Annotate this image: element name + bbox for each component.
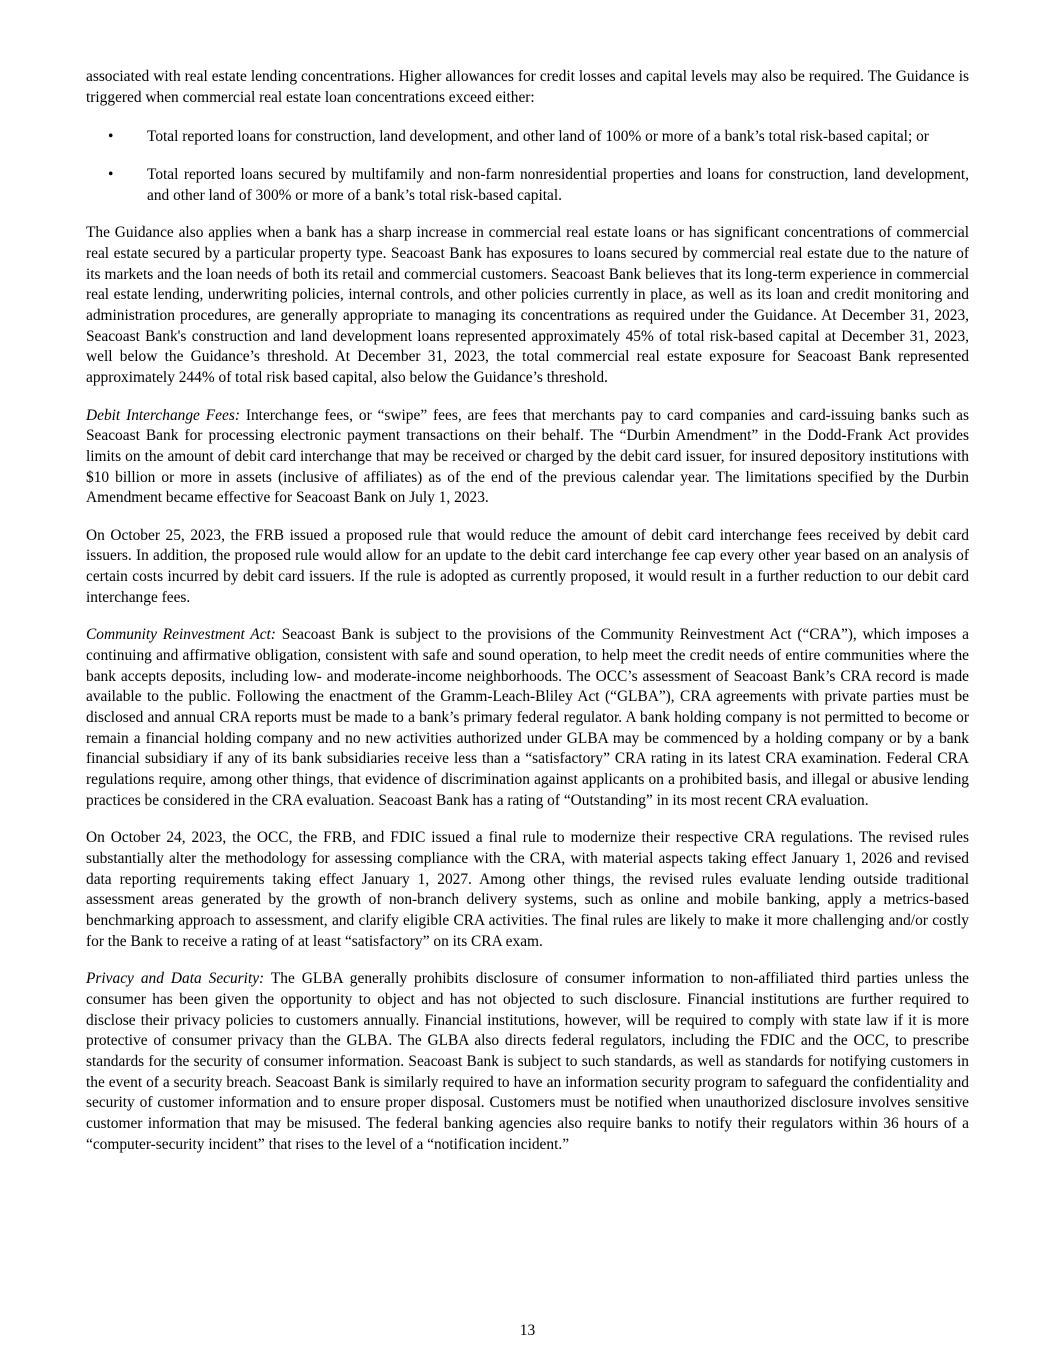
section-lead: Debit Interchange Fees: (86, 406, 240, 424)
bullet-icon: • (108, 128, 114, 146)
bullet-text: Total reported loans for construction, land development, and other land of 100% or more of a bank’s total risk-based capital; or (147, 128, 929, 146)
paragraph-text: On October 24, 2023, the OCC, the FRB, and FDIC issued a final rule to modernize their respective CRA regulations. The revised rules substantially alter the methodology for assessing compliance with the CRA, with material aspects taking effect January 1, 2026 and revised data reporting requirements taking effect January 1, 2027. Among other things, the revised rules evaluate lending outside traditional assessment areas generated by the growth of non-branch delivery systems, such as online and mobile banking, apply a metrics-based benchmarking approach to assessment, and clarify eligible CRA activities. The final rules are likely to make it more challenging and/or costly for the Bank to receive a rating of at least “satisfactory” on its CRA exam. (86, 829, 969, 950)
bullet-item (86, 165, 969, 206)
bullet-text: Total reported loans secured by multifamily and non-farm nonresidential properties and loans for construction, land development, and other land of 300% or more of a bank’s total risk-based capital. (147, 165, 969, 204)
paragraph-text: The Guidance also applies when a bank has a sharp increase in commercial real estate loans or has significant concentrations of commercial real estate secured by a particular property type. Seacoast Bank has exposures to loans secured by commercial real estate due to the nature of its markets and the loan needs of both its retail and commercial customers. Seacoast Bank believes that its long-term experience in commercial real estate lending, underwriting policies, internal controls, and other policies currently in place, as well as its loan and credit monitoring and administration procedures, are generally appropriate to managing its concentrations as required under the Guidance. At December 31, 2023, Seacoast Bank's construction and land development loans represented approximately 45% of total risk-based capital at December 31, 2023, well below the Guidance’s threshold. At December 31, 2023, the total commercial real estate exposure for Seacoast Bank represented approximately 244% of total risk based capital, also below the Guidance’s threshold. (86, 224, 969, 386)
paragraph-cra-final-rule (86, 828, 969, 952)
paragraph-text: On October 25, 2023, the FRB issued a proposed rule that would reduce the amount of debit card interchange fees received by debit card issuers. In addition, the proposed rule would allow for an update to the debit card interchange fee cap every other year based on an analysis of certain costs incurred by debit card issuers. If the rule is adopted as currently proposed, it would result in a further reduction to our debit card interchange fees. (86, 526, 969, 606)
paragraph-text: Seacoast Bank is subject to the provisions of the Community Reinvestment Act (“CRA”), which imposes a continuing and affirmative obligation, consistent with safe and sound operation, to help meet the credit needs of entire communities where the bank accepts deposits, including low- and moderate-income neighborhoods. The OCC’s assessment of Seacoast Bank’s CRA record is made available to the public. Following the enactment of the Gramm-Leach-Bliley Act (“GLBA”), CRA agreements with private parties must be disclosed and annual CRA reports must be made to a bank’s primary federal regulator. A bank holding company is not permitted to become or remain a financial holding company and no new activities authorized under GLBA may be commenced by a holding company or by a bank financial subsidiary if any of its bank subsidiaries receive less than a “satisfactory” CRA rating in its latest CRA examination. Federal CRA regulations require, among other things, that evidence of discrimination against applicants on a prohibited basis, and illegal or abusive lending practices be considered in the CRA evaluation. Seacoast Bank has a rating of “Outstanding” in its most recent CRA evaluation. (86, 626, 969, 809)
paragraph-debit-interchange (86, 406, 969, 509)
bullet-item (86, 127, 969, 148)
paragraph-text: Interchange fees, or “swipe” fees, are fees that merchants pay to card companies and card-issuing banks such as Seacoast Bank for processing electronic payment transactions on their behalf. The “Durbin Amendment” in the Dodd-Frank Act provides limits on the amount of debit card interchange that may be received or charged by the debit card issuer, for insured depository institutions with $10 billion or more in assets (inclusive of affiliates) as of the end of the previous calendar year. The limitations specified by the Durbin Amendment became effective for Seacoast Bank on July 1, 2023. (86, 406, 970, 507)
intro-paragraph: associated with real estate lending concentrations. Higher allowances for credit losses and capital levels may also be required. The Guidance is triggered when commercial real estate loan concentrations exceed either: (86, 68, 969, 106)
paragraph-privacy (86, 969, 969, 1155)
section-lead: Community Reinvestment Act: (86, 626, 276, 644)
section-lead: Privacy and Data Security: (86, 970, 265, 988)
document-body (86, 67, 969, 1172)
page-number: 13 (519, 1322, 536, 1339)
paragraph-text: The GLBA generally prohibits disclosure of consumer information to non-affiliated third parties unless the consumer has been given the opportunity to object and has not objected to such disclosure. Financial institutions are further required to disclose their privacy policies to customers annually. Financial institutions, however, will be required to comply with state law if it is more protective of consumer privacy than the GLBA. The GLBA also directs federal regulators, including the FDIC and the OCC, to prescribe standards for the security of consumer information. Seacoast Bank is subject to such standards, as well as standards for notifying customers in the event of a security breach. Seacoast Bank is similarly required to have an information security program to safeguard the confidentiality and security of customer information and to ensure proper disposal. Customers must be notified when unauthorized disclosure involves sensitive customer information that may be misused. The federal banking agencies also require banks to notify their regulators within 36 hours of a “computer-security incident” that rises to the level of a “notification incident.” (86, 970, 969, 1153)
bullet-icon: • (108, 165, 114, 183)
paragraph-guidance (86, 223, 969, 388)
paragraph-frb-proposed-rule (86, 526, 969, 609)
paragraph-cra (86, 625, 969, 811)
